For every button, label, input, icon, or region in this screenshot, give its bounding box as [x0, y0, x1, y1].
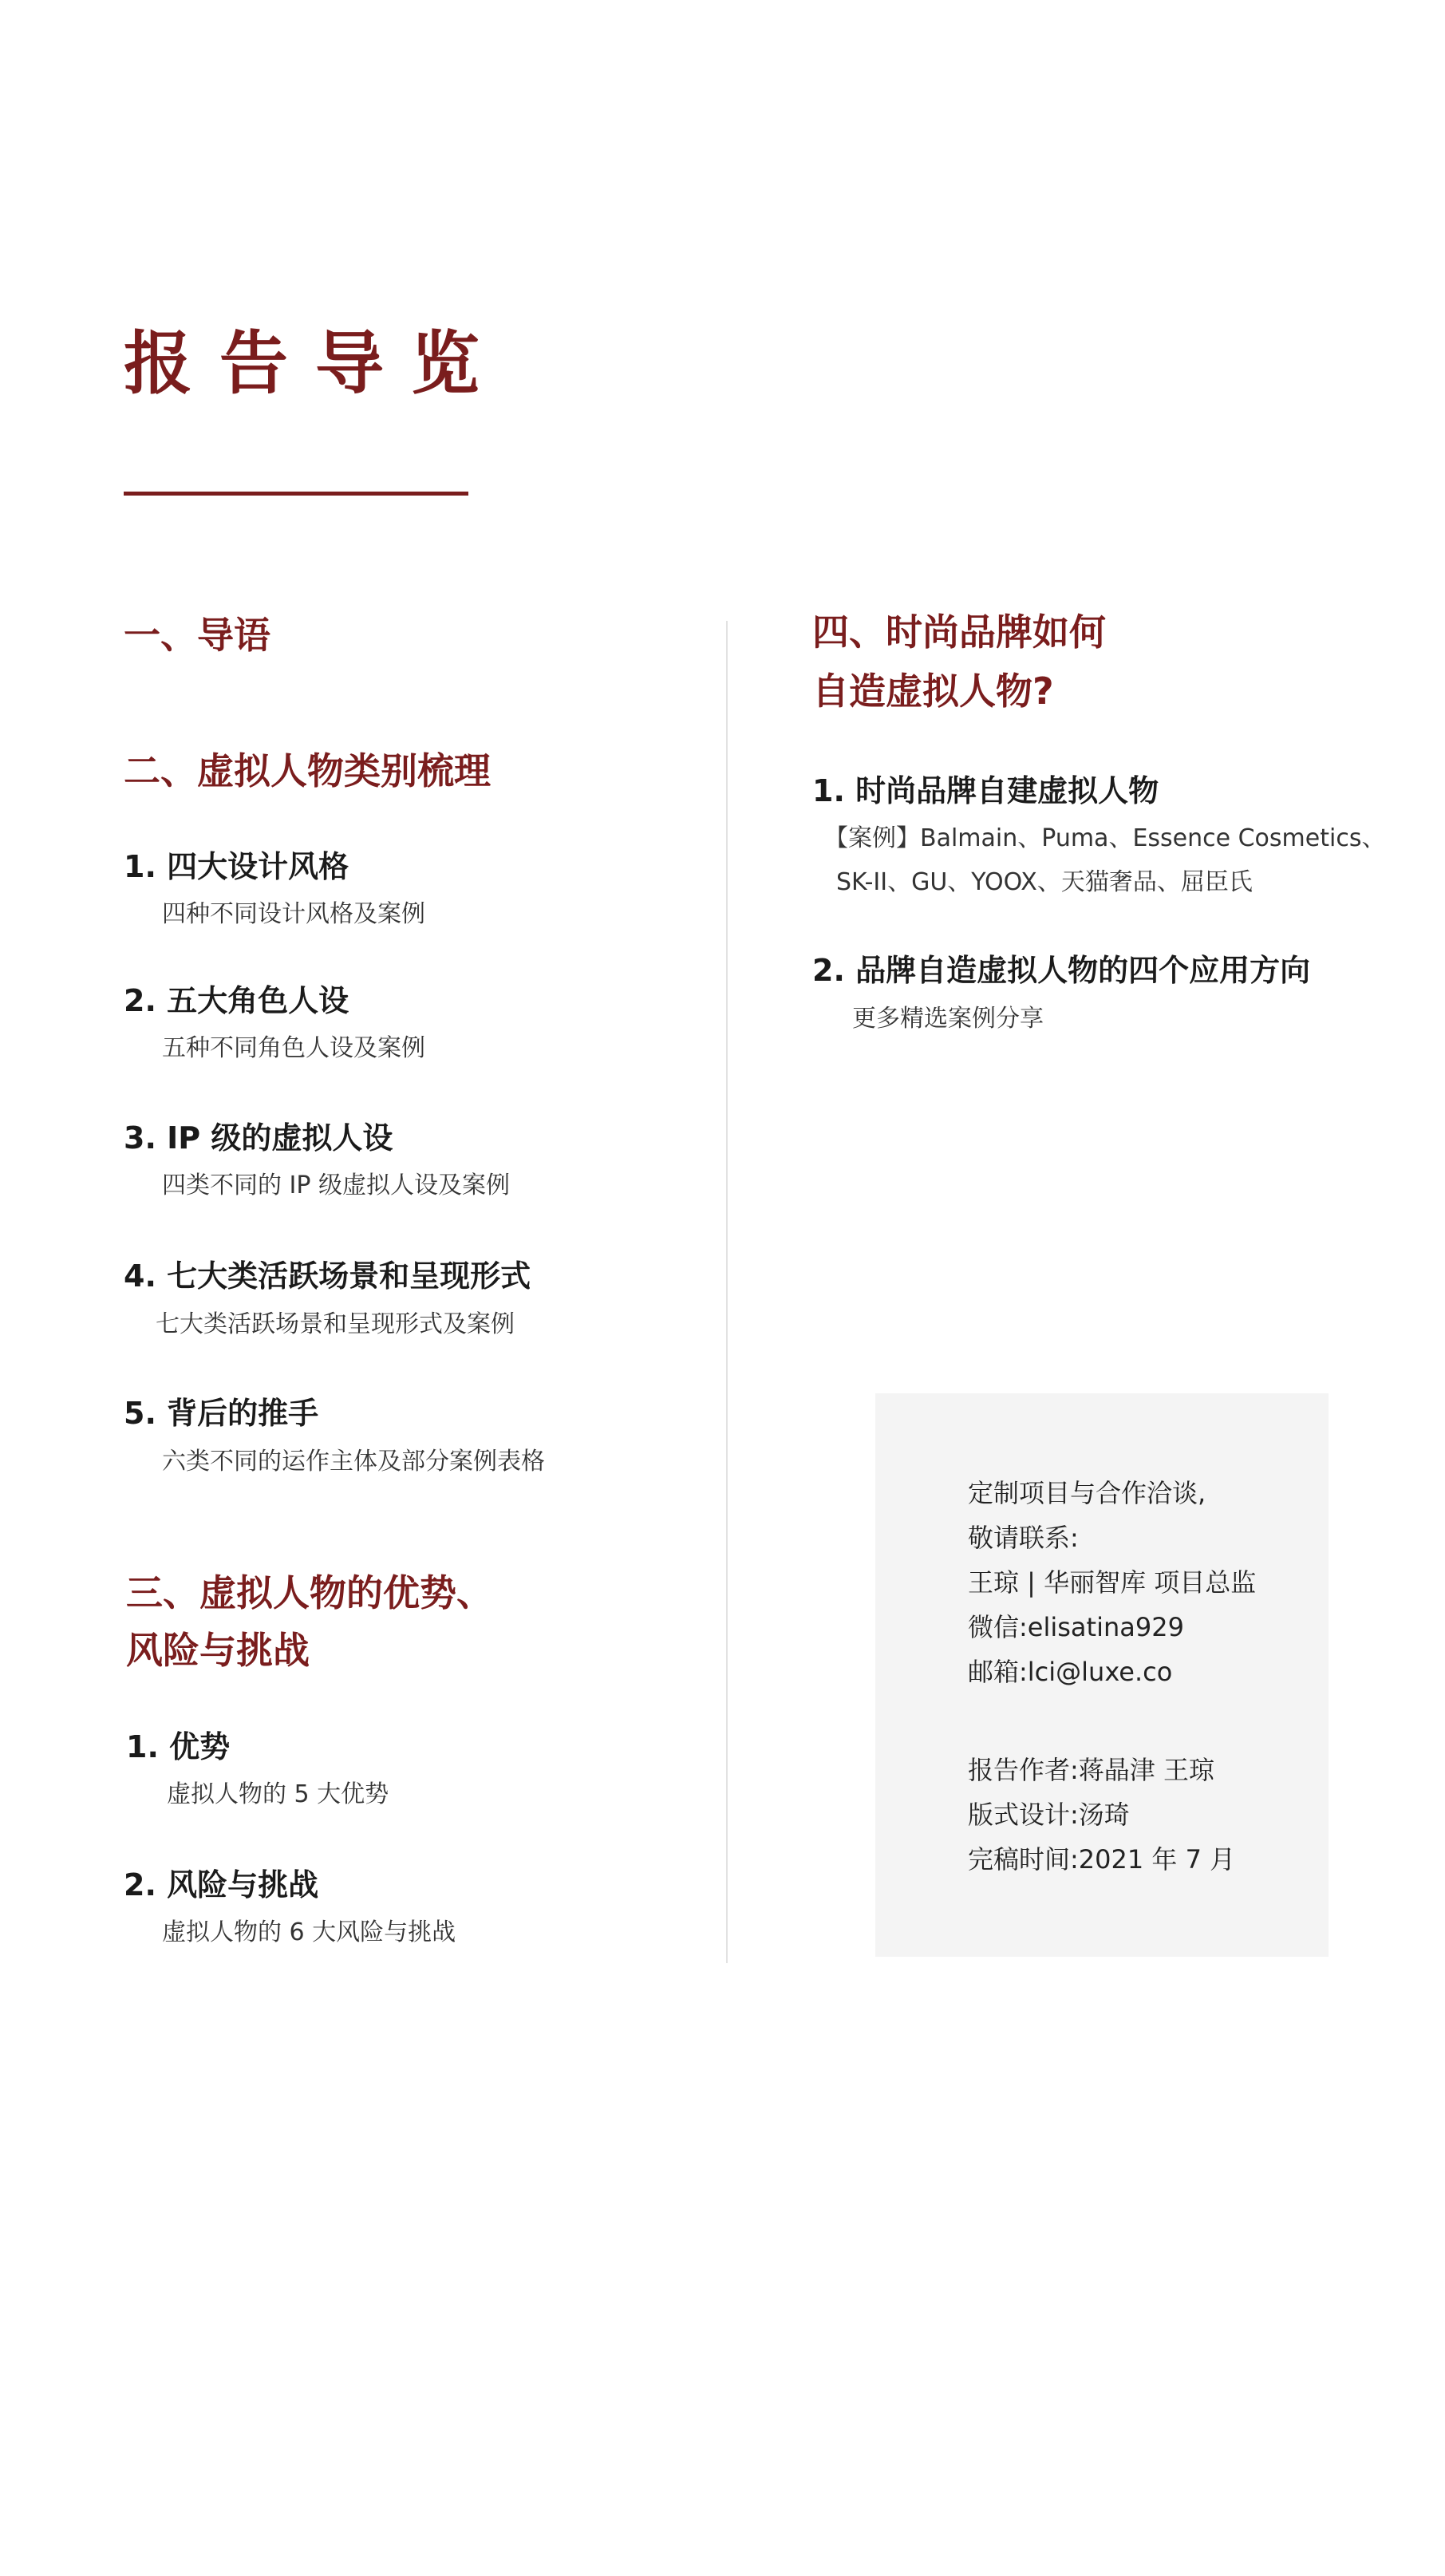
toc-item-desc: SK-II、GU、YOOX、天猫奢品、屈臣氏	[836, 868, 1253, 896]
toc-item-desc: 六类不同的运作主体及部分案例表格	[162, 1448, 545, 1476]
toc-item-desc: 更多精选案例分享	[852, 1005, 1044, 1033]
layout-designer: 版式设计:汤琦	[968, 1800, 1130, 1830]
toc-item-title: 2. 品牌自造虚拟人物的四个应用方向	[812, 953, 1311, 988]
page-title: 报告导览	[124, 324, 507, 404]
section-title-categories: 二、虚拟人物类别梳理	[124, 749, 491, 792]
toc-item-title: 4. 七大类活跃场景和呈现形式	[124, 1258, 531, 1294]
toc-item-title: 1. 四大设计风格	[124, 849, 349, 884]
toc-item-title: 3. IP 级的虚拟人设	[124, 1120, 393, 1156]
section-title-advantages-line2: 风险与挑战	[126, 1629, 310, 1672]
contact-email: 邮箱:lci@luxe.co	[968, 1657, 1173, 1687]
column-divider	[726, 621, 728, 1963]
toc-item-title: 1. 优势	[126, 1729, 231, 1764]
toc-item-desc: 【案例】Balmain、Puma、Essence Cosmetics、	[824, 824, 1386, 852]
contact-line: 定制项目与合作洽谈,	[968, 1478, 1206, 1508]
completion-date: 完稿时间:2021 年 7 月	[968, 1844, 1236, 1875]
report-authors: 报告作者:蒋晶津 王琼	[968, 1755, 1214, 1785]
toc-item-desc: 七大类活跃场景和呈现形式及案例	[156, 1310, 515, 1338]
contact-name: 王琼 | 华丽智库 项目总监	[968, 1567, 1257, 1598]
section-title-brands-line2: 自造虚拟人物?	[812, 670, 1054, 713]
section-title-advantages: 三、虚拟人物的优势、	[126, 1571, 493, 1614]
section-title-intro: 一、导语	[124, 614, 270, 657]
toc-item-title: 2. 风险与挑战	[124, 1867, 319, 1902]
contact-wechat: 微信:elisatina929	[968, 1612, 1184, 1642]
title-underline	[124, 492, 468, 496]
toc-item-desc: 虚拟人物的 6 大风险与挑战	[162, 1918, 456, 1946]
toc-item-title: 5. 背后的推手	[124, 1396, 319, 1431]
contact-line: 敬请联系:	[968, 1523, 1079, 1553]
section-title-brands: 四、时尚品牌如何	[812, 610, 1106, 654]
toc-item-desc: 四种不同设计风格及案例	[162, 900, 425, 928]
toc-item-desc: 四类不同的 IP 级虚拟人设及案例	[162, 1171, 511, 1199]
toc-item-title: 2. 五大角色人设	[124, 983, 349, 1018]
toc-item-desc: 虚拟人物的 5 大优势	[167, 1780, 389, 1808]
toc-item-desc: 五种不同角色人设及案例	[162, 1034, 425, 1062]
toc-item-title: 1. 时尚品牌自建虚拟人物	[812, 773, 1159, 808]
